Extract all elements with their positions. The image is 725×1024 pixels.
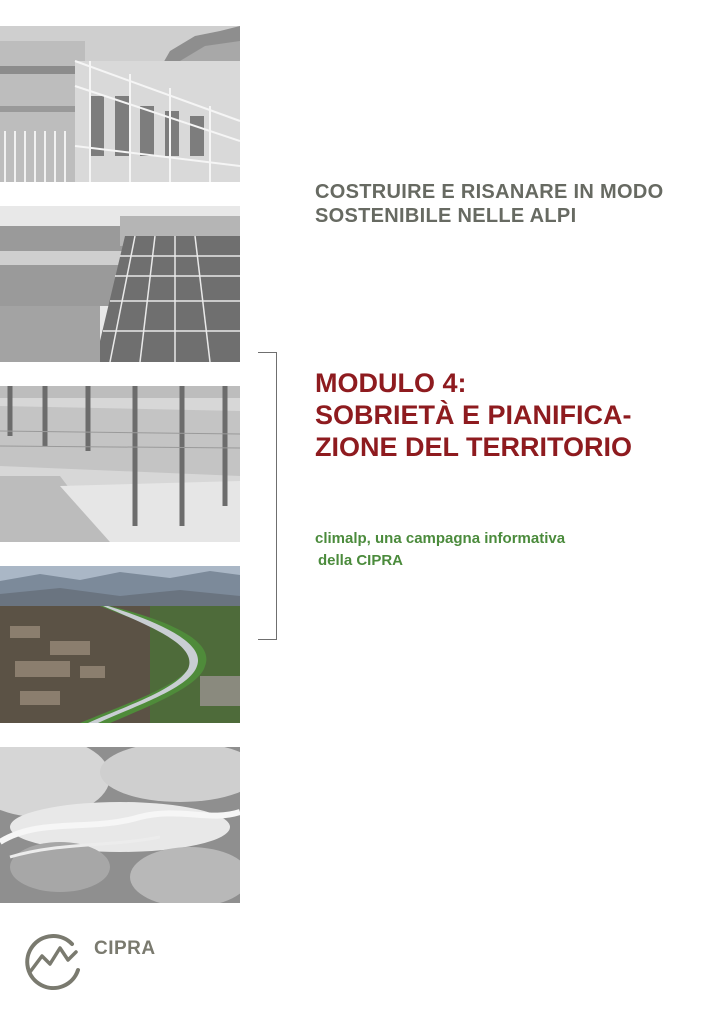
series-title: COSTRUIRE E RISANARE IN MODO SOSTENIBILE NELLE ALPI (315, 181, 664, 227)
module-title (315, 367, 715, 463)
section-bracket (258, 352, 277, 640)
module-title-line-1: MODULO 4: (315, 368, 467, 398)
cipra-logo-icon (20, 930, 86, 996)
module-title-line-3: ZIONE DEL TERRITORIO (315, 432, 633, 462)
photo-alps-satellite (0, 747, 240, 903)
campaign-subtitle (315, 528, 645, 572)
photo-timber-structure (0, 386, 240, 542)
campaign-line-1: climalp, una campagna informativa (315, 530, 566, 547)
module-title-line-2: SOBRIETÀ E PIANIFICA- (315, 400, 632, 430)
photo-building-construction (0, 26, 240, 182)
cipra-logo-text: CIPRA (94, 938, 156, 959)
photo-alpine-valley-aerial (0, 566, 240, 723)
campaign-line-2: della CIPRA (318, 552, 404, 569)
photo-solar-panels (0, 206, 240, 362)
